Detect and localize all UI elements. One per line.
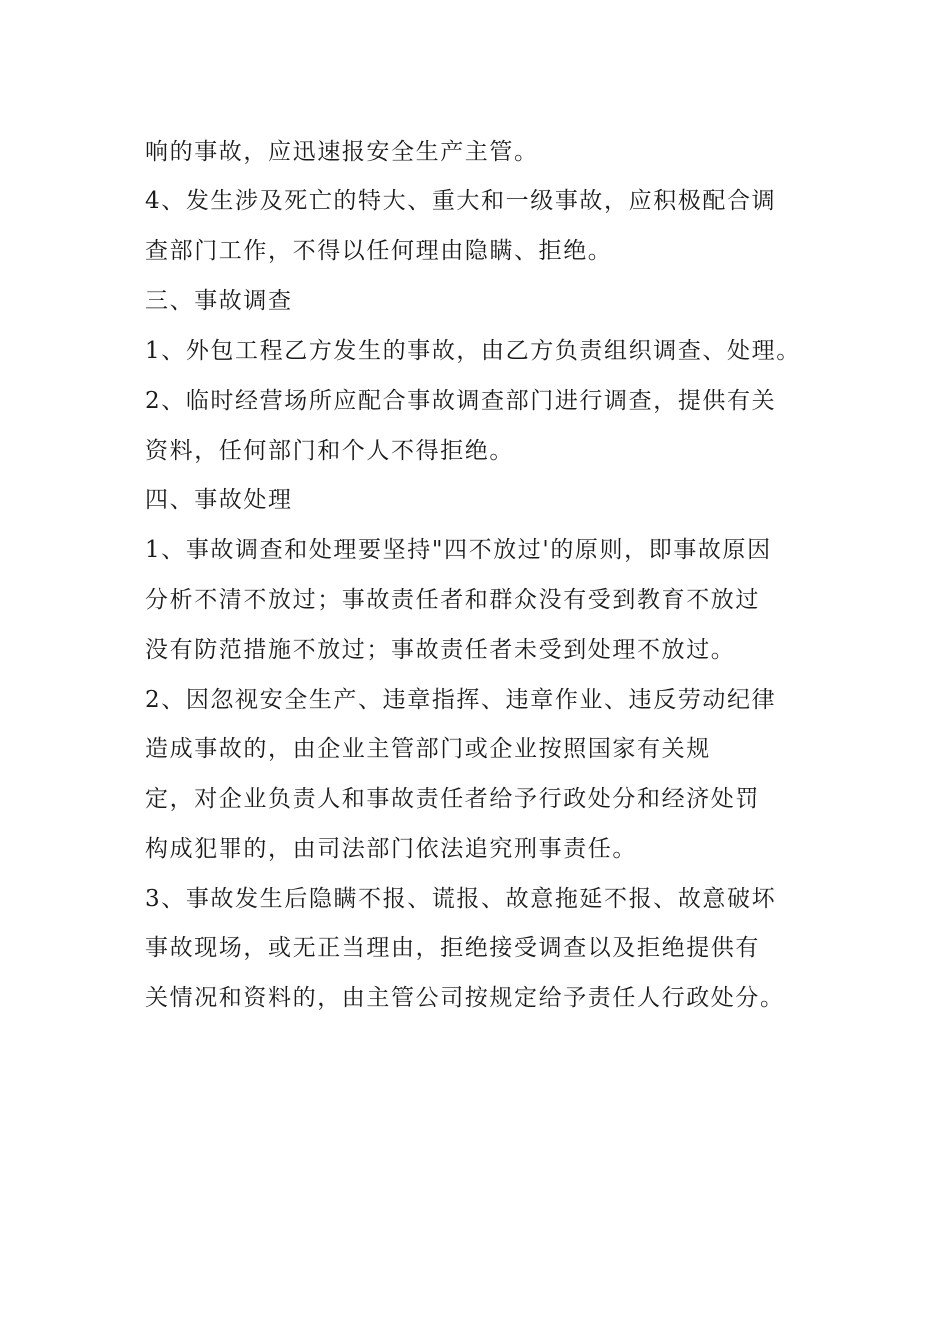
text-line: 查部门工作，不得以任何理由隐瞒、拒绝。 (145, 238, 613, 264)
text-line: 1、外包工程乙方发生的事故，由乙方负责组织调查、处理。 (145, 338, 801, 364)
text-line: 构成犯罪的，由司法部门依法追究刑事责任。 (145, 836, 637, 862)
text-line: 事故现场，或无正当理由，拒绝接受调查以及拒绝提供有 (145, 935, 760, 961)
text-line: 资料，任何部门和个人不得拒绝。 (145, 438, 514, 464)
text-line: 定，对企业负责人和事故责任者给予行政处分和经济处罚 (145, 786, 760, 812)
section-heading: 四、事故处理 (145, 487, 293, 513)
section-heading: 三、事故调查 (145, 288, 293, 314)
text-line: 2、临时经营场所应配合事故调查部门进行调查，提供有关 (145, 388, 777, 414)
text-line: 关情况和资料的，由主管公司按规定给予责任人行政处分。 (145, 985, 785, 1011)
text-line: 2、因忽视安全生产、违章指挥、违章作业、违反劳动纪律 (145, 687, 777, 713)
text-line: 1、事故调查和处理要坚持"四不放过'的原则，即事故原因 (145, 537, 772, 563)
text-line: 响的事故，应迅速报安全生产主管。 (145, 139, 539, 165)
text-line: 4、发生涉及死亡的特大、重大和一级事故，应积极配合调 (145, 188, 777, 214)
text-line: 没有防范措施不放过；事故责任者未受到处理不放过。 (145, 637, 736, 663)
text-line: 造成事故的，由企业主管部门或企业按照国家有关规 (145, 736, 711, 762)
text-line: 3、事故发生后隐瞒不报、谎报、故意拖延不报、故意破坏 (145, 886, 777, 912)
text-line: 分析不清不放过；事故责任者和群众没有受到教育不放过 (145, 587, 760, 613)
